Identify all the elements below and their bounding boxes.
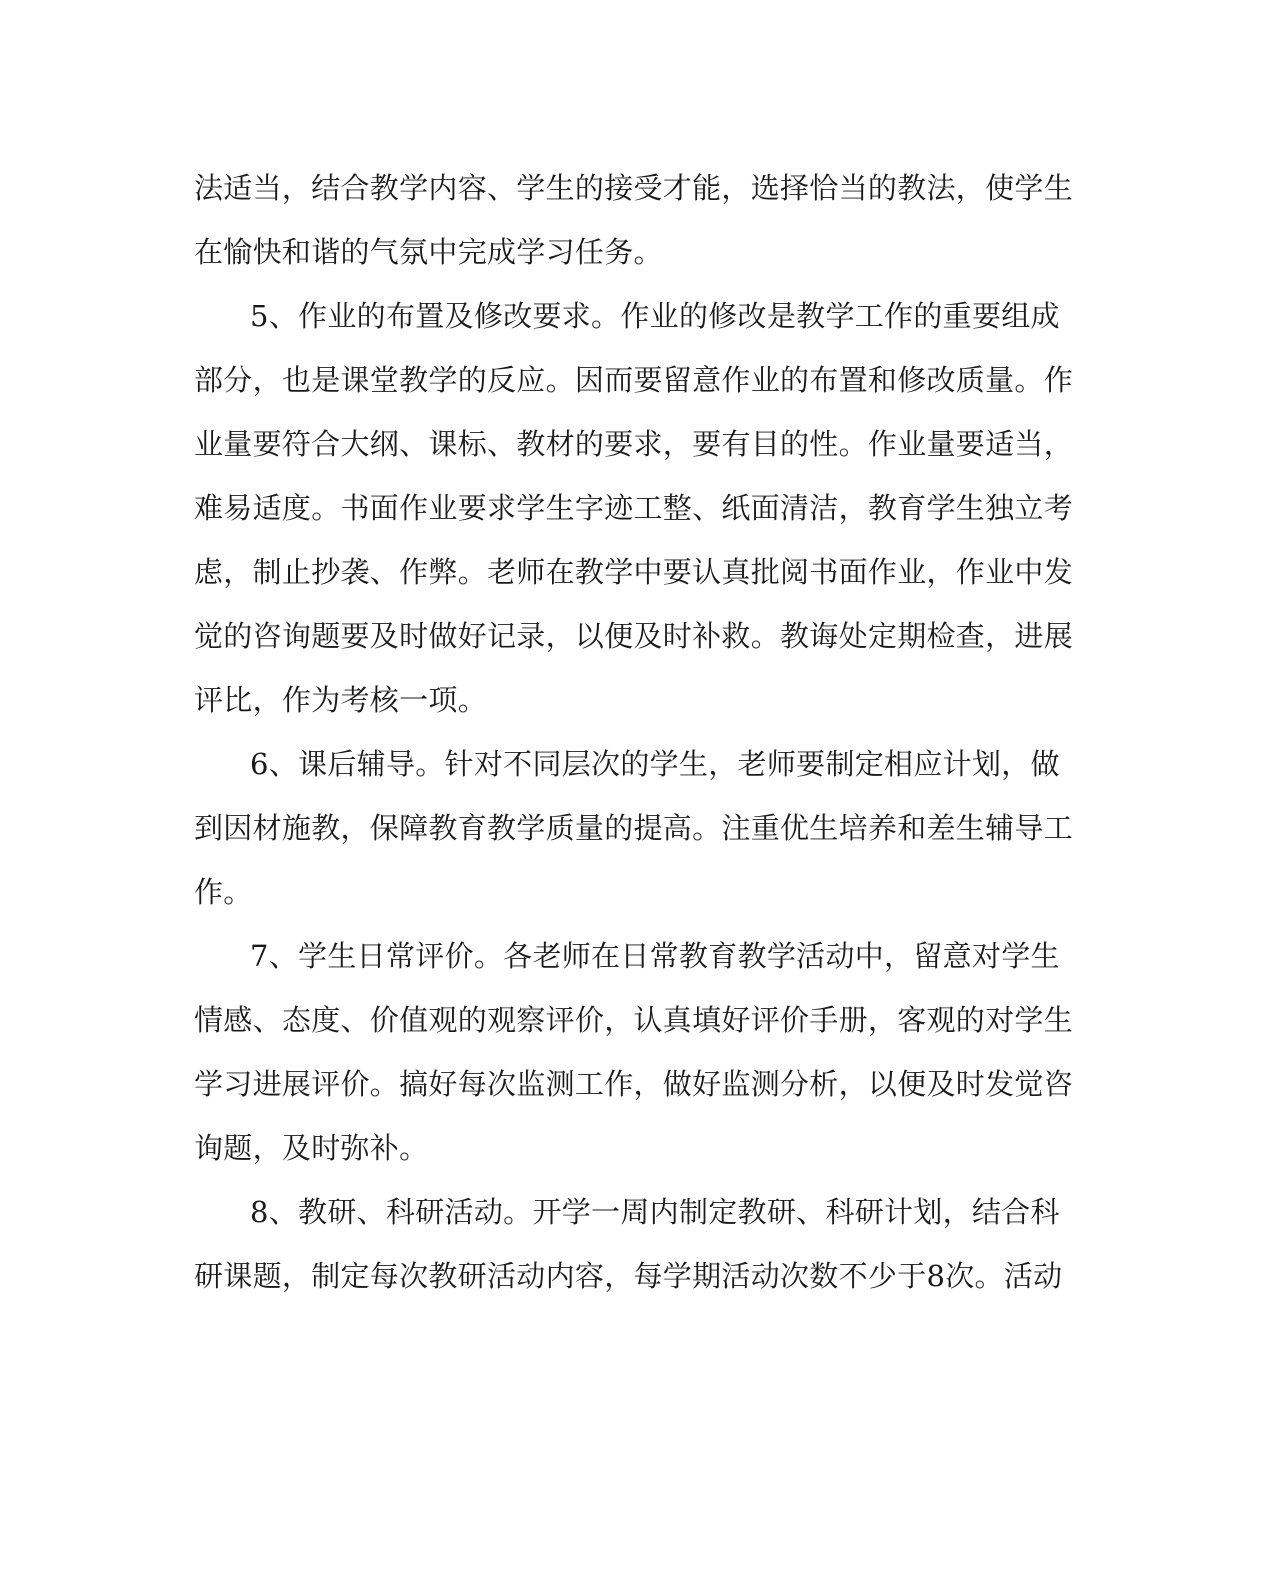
paragraph-line: 7、学生日常评价。各老师在日常教育教学活动中，留意对学生	[250, 939, 1060, 973]
paragraph-line: 学习进展评价。搞好每次监测工作，做好监测分析，以便及时发觉咨	[194, 1067, 1074, 1101]
paragraph-line: 研课题，制定每次教研活动内容，每学期活动次数不少于8次。活动	[194, 1259, 1063, 1293]
paragraph-line: 难易适度。书面作业要求学生字迹工整、纸面清洁，教育学生独立考	[194, 491, 1074, 525]
paragraph-line: 作。	[194, 875, 253, 909]
paragraph-line: 情感、态度、价值观的观察评价，认真填好评价手册，客观的对学生	[194, 1003, 1074, 1037]
paragraph-line: 询题，及时弥补。	[194, 1131, 429, 1165]
paragraph-line: 法适当，结合教学内容、学生的接受才能，选择恰当的教法，使学生	[194, 171, 1074, 205]
paragraph-line: 业量要符合大纲、课标、教材的要求，要有目的性。作业量要适当，	[194, 427, 1074, 461]
paragraph-line: 6、课后辅导。针对不同层次的学生，老师要制定相应计划，做	[250, 747, 1060, 781]
paragraph-line: 虑，制止抄袭、作弊。老师在教学中要认真批阅书面作业，作业中发	[194, 555, 1074, 589]
paragraph-line: 觉的咨询题要及时做好记录，以便及时补救。教诲处定期检查，进展	[194, 619, 1074, 653]
paragraph-line: 8、教研、科研活动。开学一周内制定教研、科研计划，结合科	[250, 1195, 1060, 1229]
paragraph-line: 评比，作为考核一项。	[194, 683, 488, 717]
paragraph-line: 部分，也是课堂教学的反应。因而要留意作业的布置和修改质量。作	[194, 363, 1074, 397]
paragraph-line: 到因材施教，保障教育教学质量的提高。注重优生培养和差生辅导工	[194, 811, 1074, 845]
paragraph-line: 在愉快和谐的气氛中完成学习任务。	[194, 235, 663, 269]
paragraph-line: 5、作业的布置及修改要求。作业的修改是教学工作的重要组成	[250, 299, 1060, 333]
